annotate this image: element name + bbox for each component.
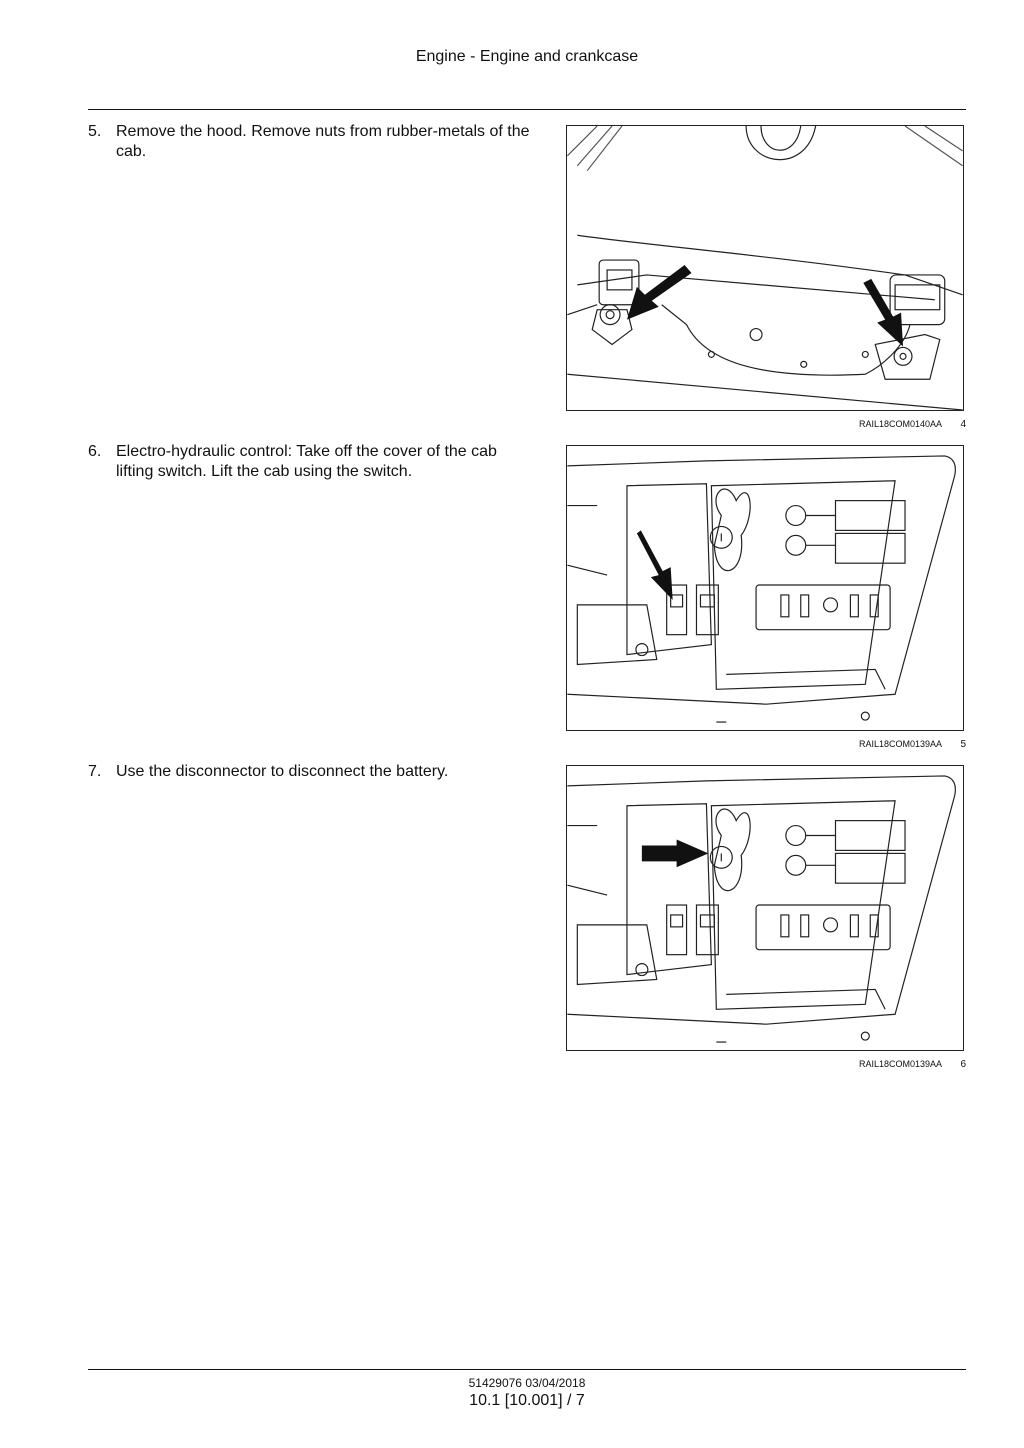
control-panel-illustration [567,446,963,730]
figure-6-battery-disconnector [566,765,964,1051]
footer-page-reference: 10.1 [10.001] / 7 [469,1392,585,1409]
figure-code: RAIL18COM0139AA [858,739,942,749]
step-text: Remove the hood. Remove nuts from rubber-metals of the cab. [116,123,530,160]
step-number: 7. [88,763,102,780]
footer-document-reference: 51429076 03/04/2018 [468,1376,586,1390]
figure-5-lift-switch [566,445,964,731]
step-text: Electro-hydraulic control: Take off the cover of the cab lifting switch. Lift the cab using the switch. [116,443,497,480]
step-text: Use the disconnector to disconnect the battery. [116,763,449,780]
page-header-title: Engine - Engine and crankcase [415,48,639,65]
figure-number: 4 [960,419,966,430]
step-number: 5. [88,123,102,140]
figure-4-cab-mounts [566,125,964,411]
figure-number: 6 [960,1059,966,1070]
header-rule [88,109,966,110]
disconnector-illustration [567,766,963,1050]
figure-code: RAIL18COM0139AA [858,1059,942,1069]
figure-code: RAIL18COM0140AA [858,419,942,429]
figure-5-caption [566,739,966,753]
step-number: 6. [88,443,102,460]
footer-rule [88,1369,966,1370]
cab-mount-illustration [567,126,963,410]
figure-number: 5 [960,739,966,750]
figure-6-caption [566,1059,966,1073]
figure-4-caption [566,419,966,433]
